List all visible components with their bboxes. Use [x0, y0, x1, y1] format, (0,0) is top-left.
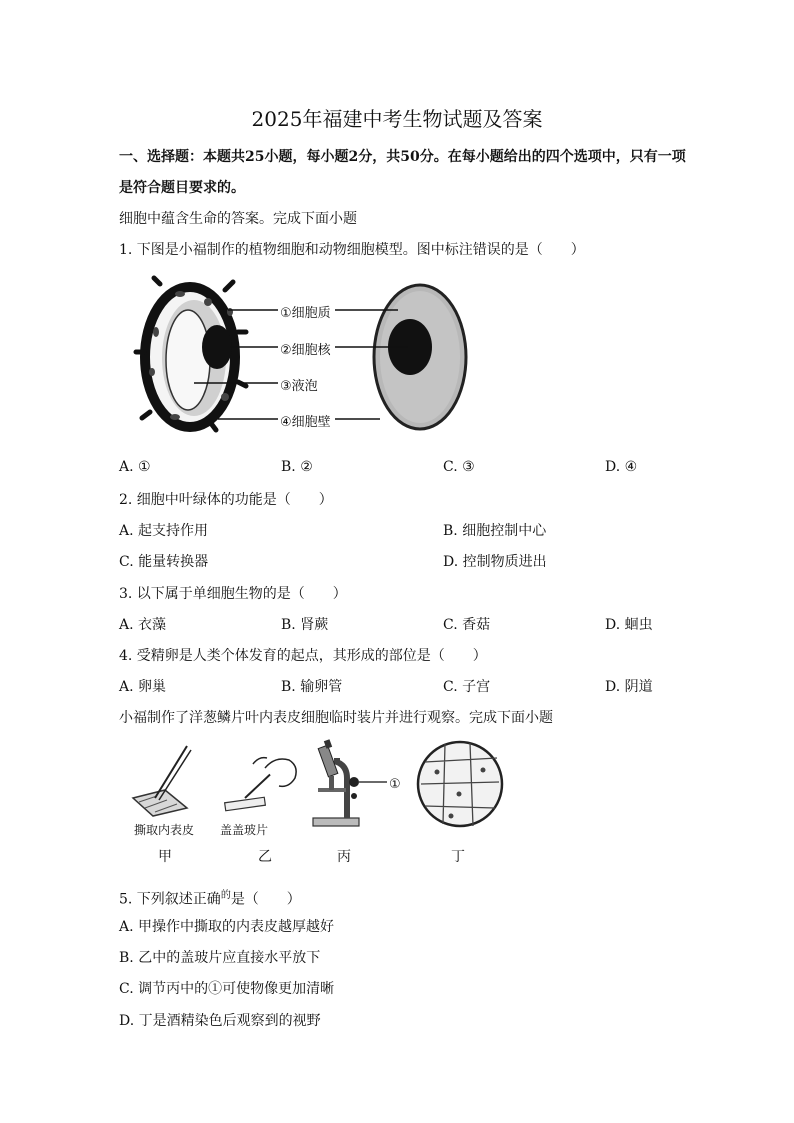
- question-4-stem: 4. 受精卵是人类个体发育的起点，其形成的部位是（ ）: [119, 648, 487, 664]
- figure1-label-2: ②细胞核: [280, 343, 331, 358]
- q4-option-b[interactable]: B. 输卵管: [281, 679, 343, 695]
- q1-option-b[interactable]: B. ②: [281, 459, 313, 475]
- intro-text-1: 细胞中蕴含生命的答案。完成下面小题: [119, 211, 357, 227]
- question-1-stem: 1. 下图是小福制作的植物细胞和动物细胞模型。图中标注错误的是（ ）: [119, 242, 585, 258]
- q2-option-b[interactable]: B. 细胞控制中心: [443, 523, 547, 539]
- slide-preparation-figure: [125, 738, 520, 828]
- animal-cell-model: [374, 285, 466, 429]
- q4-option-a[interactable]: A. 卵巢: [119, 679, 167, 695]
- q4-option-c[interactable]: C. 子宫: [443, 679, 491, 695]
- coverslip-illustration: [225, 758, 297, 811]
- q5-stem-superscript: 的: [220, 890, 231, 901]
- peel-epidermis-illustration: [133, 746, 191, 816]
- q5-option-a[interactable]: A. 甲操作中撕取的内表皮越厚越好: [119, 919, 335, 935]
- page-title: 2025年福建中考生物试题及答案: [251, 107, 543, 131]
- microscope-marker-1: ①: [389, 777, 401, 792]
- figure1-label-1: ①细胞质: [280, 306, 331, 321]
- plant-cell-model: [136, 278, 246, 430]
- q5-option-b[interactable]: B. 乙中的盖玻片应直接水平放下: [119, 950, 321, 966]
- figure1-label-4: ④细胞壁: [280, 415, 331, 430]
- section-heading-line2: 是符合题目要求的。: [119, 180, 245, 196]
- q5-option-c[interactable]: C. 调节丙中的①可使物像更加清晰: [119, 981, 335, 997]
- q5-stem-part-b: 是（ ）: [230, 891, 301, 908]
- q5-stem-part-a: 5. 下列叙述正确: [119, 891, 221, 908]
- q3-option-c[interactable]: C. 香菇: [443, 617, 491, 633]
- figure1-label-3: ③液泡: [280, 379, 318, 394]
- q2-option-d[interactable]: D. 控制物质进出: [443, 554, 547, 570]
- q4-option-d[interactable]: D. 阴道: [605, 679, 653, 695]
- intro-text-2: 小福制作了洋葱鳞片叶内表皮细胞临时装片并进行观察。完成下面小题: [119, 710, 553, 726]
- section-heading-line1: 一、选择题：本题共25小题，每小题2分，共50分。在每小题给出的四个选项中，只有一项: [119, 149, 686, 165]
- caption-coverslip: 盖盖玻片: [220, 823, 269, 837]
- panel-label-bing: 丙: [337, 849, 351, 865]
- microscope-field-of-view: [418, 742, 502, 826]
- q1-option-d[interactable]: D. ④: [605, 459, 638, 475]
- q2-option-a[interactable]: A. 起支持作用: [119, 523, 209, 539]
- q1-option-a[interactable]: A. ①: [119, 459, 151, 475]
- panel-label-jia: 甲: [158, 849, 172, 865]
- q3-option-d[interactable]: D. 蛔虫: [605, 617, 653, 633]
- q5-option-d[interactable]: D. 丁是酒精染色后观察到的视野: [119, 1013, 321, 1029]
- q3-option-a[interactable]: A. 衣藻: [119, 617, 167, 633]
- panel-label-yi: 乙: [258, 849, 272, 865]
- question-5-stem: [119, 886, 301, 909]
- question-2-stem: 2. 细胞中叶绿体的功能是（ ）: [119, 492, 333, 508]
- q1-option-c[interactable]: C. ③: [443, 459, 475, 475]
- caption-peel: 撕取内表皮: [134, 823, 195, 837]
- panel-label-ding: 丁: [451, 849, 465, 865]
- question-3-stem: 3. 以下属于单细胞生物的是（ ）: [119, 586, 347, 602]
- q2-option-c[interactable]: C. 能量转换器: [119, 554, 209, 570]
- microscope-illustration: [313, 739, 387, 826]
- q3-option-b[interactable]: B. 肾蕨: [281, 617, 329, 633]
